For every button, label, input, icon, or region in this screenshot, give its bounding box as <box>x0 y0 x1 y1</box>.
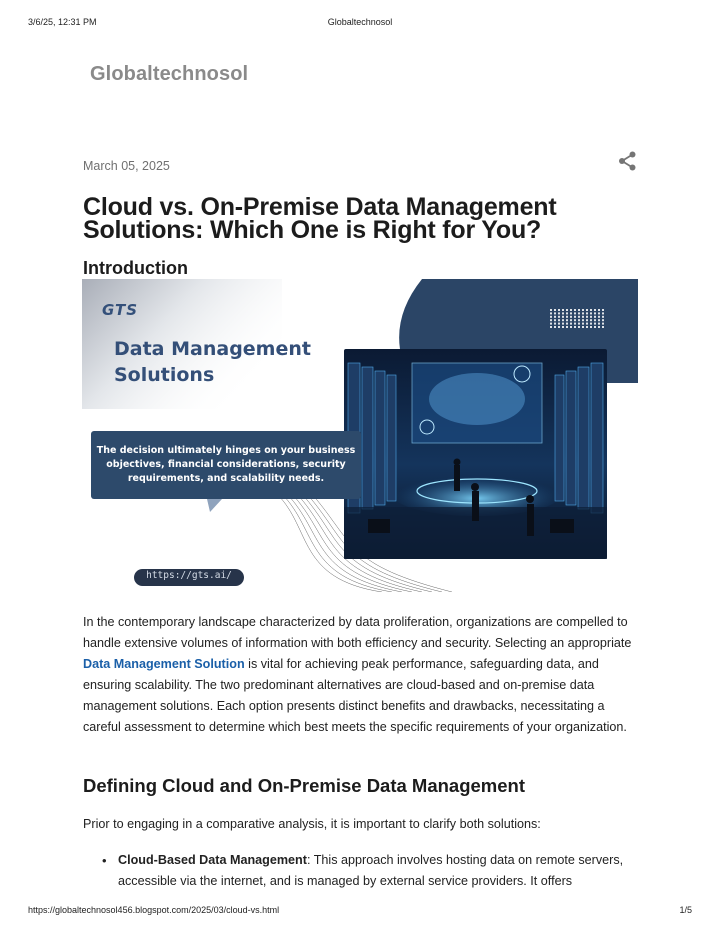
grid-dot <box>598 319 600 321</box>
grid-dot <box>594 316 596 318</box>
banner-headline <box>114 336 311 388</box>
grid-dot <box>602 312 604 314</box>
grid-dot <box>590 312 592 314</box>
grid-dot <box>554 319 556 321</box>
grid-dot <box>586 319 588 321</box>
section-paragraph: Prior to engaging in a comparative analysis, it is important to clarify both solutions: <box>83 817 541 831</box>
grid-dot <box>562 312 564 314</box>
grid-dot <box>594 323 596 325</box>
intro-text-before: In the contemporary landscape characterized by data proliferation, organizations are compelled to handle extensive volumes of information with both efficiency and security. Selecting an appropriate <box>83 615 632 650</box>
grid-dot <box>566 323 568 325</box>
grid-dot <box>554 326 556 328</box>
grid-dot <box>562 319 564 321</box>
grid-dot <box>578 309 580 311</box>
post-title: Cloud vs. On-Premise Data Management Solutions: Which One is Right for You? <box>83 193 557 244</box>
grid-dot <box>574 319 576 321</box>
intro-paragraph <box>83 612 643 738</box>
grid-dot <box>590 319 592 321</box>
print-url: https://globaltechnosol456.blogspot.com/2025/03/cloud-vs.html <box>28 905 280 915</box>
grid-dot <box>598 326 600 328</box>
grid-dot <box>566 319 568 321</box>
grid-dot <box>586 326 588 328</box>
grid-dot <box>570 312 572 314</box>
grid-dot <box>570 316 572 318</box>
grid-dot <box>602 309 604 311</box>
grid-dot <box>578 323 580 325</box>
grid-dot <box>574 326 576 328</box>
grid-dot <box>570 323 572 325</box>
print-page-title: Globaltechnosol <box>327 17 393 27</box>
grid-dot <box>550 326 552 328</box>
grid-dot <box>578 312 580 314</box>
grid-dot <box>566 309 568 311</box>
section-heading: Defining Cloud and On-Premise Data Management <box>83 775 526 796</box>
grid-dot <box>594 326 596 328</box>
bullet-term: Cloud-Based Data Management <box>118 853 307 867</box>
grid-dot <box>550 316 552 318</box>
grid-dot <box>550 323 552 325</box>
grid-dot <box>602 326 604 328</box>
banner-caption-box <box>91 431 361 499</box>
grid-dot <box>578 326 580 328</box>
blog-title-link[interactable]: Globaltechnosol <box>90 63 249 85</box>
grid-dot <box>550 309 552 311</box>
grid-dot <box>566 312 568 314</box>
grid-dot <box>574 316 576 318</box>
grid-dot <box>586 312 588 314</box>
print-timestamp: 3/6/25, 12:31 PM <box>28 17 97 27</box>
banner-caption-line2: objectives, financial considerations, security <box>106 459 346 470</box>
grid-dot <box>558 316 560 318</box>
post-date: March 05, 2025 <box>83 159 170 173</box>
grid-dot <box>574 312 576 314</box>
grid-dot <box>598 312 600 314</box>
grid-dot <box>598 316 600 318</box>
grid-dot <box>574 323 576 325</box>
print-header <box>0 17 720 31</box>
grid-dot <box>562 316 564 318</box>
grid-dot <box>590 323 592 325</box>
bullet-text: : This approach involves hosting data on remote servers, accessible via the internet, and is managed by external service providers. It offers <box>118 853 624 888</box>
grid-dot <box>558 312 560 314</box>
grid-dot <box>558 326 560 328</box>
datacenter-photo <box>344 349 607 559</box>
banner-image <box>82 279 638 592</box>
grid-dot <box>602 319 604 321</box>
grid-dot <box>558 309 560 311</box>
banner-caption-line1: The decision ultimately hinges on your business <box>96 445 356 456</box>
grid-dot <box>554 309 556 311</box>
data-management-solution-link[interactable]: Data Management Solution <box>83 657 245 671</box>
grid-dot <box>554 316 556 318</box>
grid-dot <box>582 326 584 328</box>
intro-heading: Introduction <box>83 258 188 278</box>
grid-dot <box>566 326 568 328</box>
definition-list <box>100 850 640 892</box>
share-icon[interactable] <box>616 150 638 172</box>
grid-dot <box>590 316 592 318</box>
grid-dot <box>594 319 596 321</box>
grid-dot <box>590 309 592 311</box>
grid-dot <box>554 323 556 325</box>
grid-dot <box>598 323 600 325</box>
grid-dot <box>562 309 564 311</box>
grid-dot <box>594 312 596 314</box>
grid-dot <box>602 316 604 318</box>
print-page-number: 1/5 <box>679 905 692 915</box>
banner-url-pill: https://gts.ai/ <box>146 570 232 581</box>
banner-headline-line1: Data Management <box>114 338 311 360</box>
grid-dot <box>582 312 584 314</box>
grid-dot <box>558 323 560 325</box>
banner-caption-line3: requirements, and scalability needs. <box>127 473 325 484</box>
grid-dot <box>578 319 580 321</box>
grid-dot <box>586 323 588 325</box>
grid-dot <box>570 319 572 321</box>
grid-dot <box>550 312 552 314</box>
grid-dot <box>558 319 560 321</box>
grid-dot <box>582 316 584 318</box>
grid-dot <box>570 309 572 311</box>
list-item <box>100 850 640 892</box>
grid-dot <box>582 319 584 321</box>
grid-dot <box>586 309 588 311</box>
grid-dot <box>562 326 564 328</box>
grid-dot <box>598 309 600 311</box>
grid-dot <box>566 316 568 318</box>
grid-dot <box>594 309 596 311</box>
grid-dot <box>578 316 580 318</box>
grid-dot <box>562 323 564 325</box>
grid-dot <box>602 323 604 325</box>
banner-headline-line2: Solutions <box>114 364 215 386</box>
grid-dot <box>574 309 576 311</box>
grid-dot <box>582 323 584 325</box>
grid-dot <box>570 326 572 328</box>
grid-dot <box>554 312 556 314</box>
grid-dot <box>550 319 552 321</box>
grid-dot <box>582 309 584 311</box>
banner-logo: GTS <box>102 301 139 319</box>
grid-dot <box>590 326 592 328</box>
grid-dot <box>586 316 588 318</box>
intro-text-after: is vital for achieving peak performance, safeguarding data, and ensuring scalability. The two predominant alternatives are cloud-based and on-premise data management solutions. Each option presents distinct benefits and drawbacks, necessitating a careful assessment to determine which best meets the specific requirements of your organization. <box>83 657 627 734</box>
